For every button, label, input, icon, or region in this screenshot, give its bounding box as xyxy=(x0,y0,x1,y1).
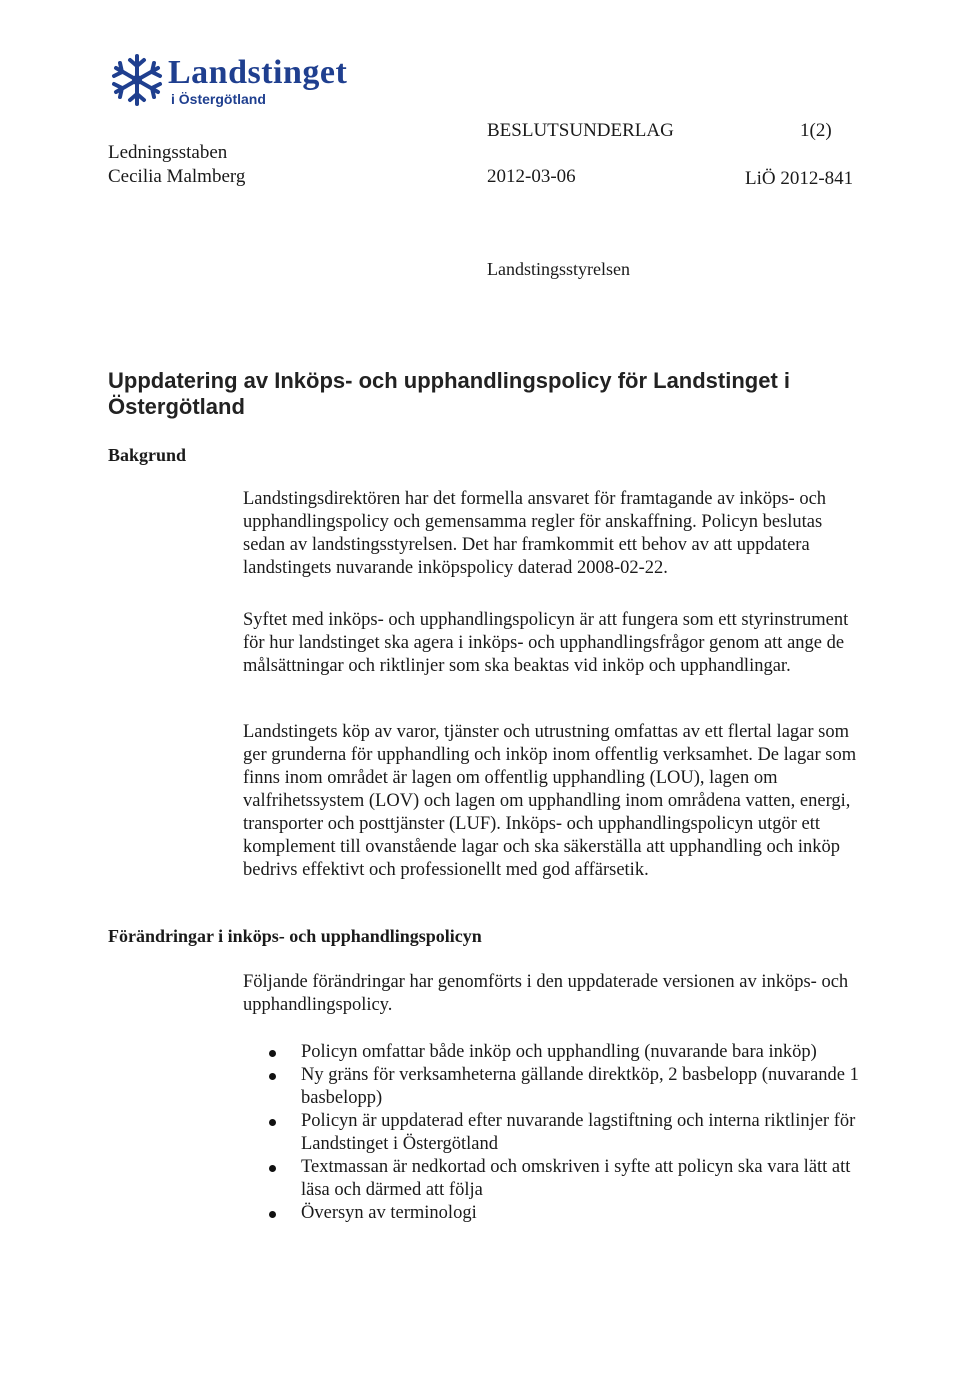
list-item xyxy=(243,1064,868,1110)
paragraph-text: Syftet med inköps- och upphandlingspolicyn är att fungera som ett styrinstrument för hur landstinget ska agera i inköps- och upphandlingsfrågor genom att ange de målsättningar och riktlinjer som ska beaktas vid inköp och upphandlingar. xyxy=(243,610,849,676)
document-type: BESLUTSUNDERLAG xyxy=(487,120,674,141)
bullet-icon xyxy=(269,1165,276,1172)
list-item xyxy=(243,1202,868,1225)
bullet-icon xyxy=(269,1073,276,1080)
list-item xyxy=(243,1041,868,1064)
landstinget-logo xyxy=(108,52,378,112)
registration-number: LiÖ 2012-841 xyxy=(745,168,854,189)
page-number: 1(2) xyxy=(800,120,832,141)
bullet-icon xyxy=(269,1119,276,1126)
logo-subtitle: i Östergötland xyxy=(171,91,266,107)
list-item-text: Översyn av terminologi xyxy=(301,1203,477,1223)
recipient: Landstingsstyrelsen xyxy=(487,259,630,279)
list-item xyxy=(243,1156,868,1202)
paragraph-text: Landstingsdirektören har det formella ansvaret för framtagande av inköps- och upphandlingspolicy och gemensamma regler för anskaffning. Policyn beslutas sedan av landstingsstyrelsen. Det har framkommit ett behov av att uppdatera landstingets nuvarande inköpspolicy daterad 2008-02-22. xyxy=(243,489,827,578)
list-item-text: Policyn omfattar både inköp och upphandling (nuvarande bara inköp) xyxy=(301,1042,817,1062)
list-item xyxy=(243,1110,868,1156)
logo-brand: Landstinget xyxy=(168,54,348,91)
document-date: 2012-03-06 xyxy=(487,166,576,187)
bullet-icon xyxy=(269,1211,276,1218)
section-heading-forandringar: Förändringar i inköps- och upphandlingspolicyn xyxy=(108,926,482,946)
paragraph-bakgrund-1 xyxy=(243,488,868,580)
list-item-text: Ny gräns för verksamheterna gällande direktköp, 2 basbelopp (nuvarande 1 basbelopp) xyxy=(301,1065,859,1108)
list-item-text: Textmassan är nedkortad och omskriven i syfte att policyn ska vara lätt att läsa och därmed att följa xyxy=(301,1157,851,1200)
department: Ledningsstaben xyxy=(108,142,228,163)
section-heading-bakgrund: Bakgrund xyxy=(108,445,187,465)
author: Cecilia Malmberg xyxy=(108,166,246,187)
paragraph-text: Landstingets köp av varor, tjänster och utrustning omfattas av ett flertal lagar som ger grunderna för upphandling och inköp inom offentlig verksamhet. De lagar som finns inom området är lagen om offentlig upphandling (LOU), lagen om valfrihetssystem (LOV) och lagen om upphandling inom områdena vatten, energi, transporter och posttjänster (LUF). Inköps- och upphandlingspolicyn utgör ett komplement till ovanstående lagar och ska säkerställa att upphandling och inköp bedrivs effektivt och professionellt med god affärsetik. xyxy=(243,722,857,880)
paragraph-forandringar-intro xyxy=(243,971,868,1017)
bullet-icon xyxy=(269,1050,276,1057)
change-list xyxy=(243,1041,868,1225)
paragraph-bakgrund-2 xyxy=(243,609,868,678)
snowflake-emblem-icon xyxy=(108,52,166,108)
paragraph-bakgrund-3 xyxy=(243,721,868,882)
document-title: Uppdatering av Inköps- och upphandlingspolicy för Landstinget i Östergötland xyxy=(108,368,791,419)
list-item-text: Policyn är uppdaterad efter nuvarande lagstiftning och interna riktlinjer för Landstinget i Östergötland xyxy=(301,1111,856,1154)
paragraph-text: Följande förändringar har genomförts i den uppdaterade versionen av inköps- och upphandlingspolicy. xyxy=(243,972,849,1015)
